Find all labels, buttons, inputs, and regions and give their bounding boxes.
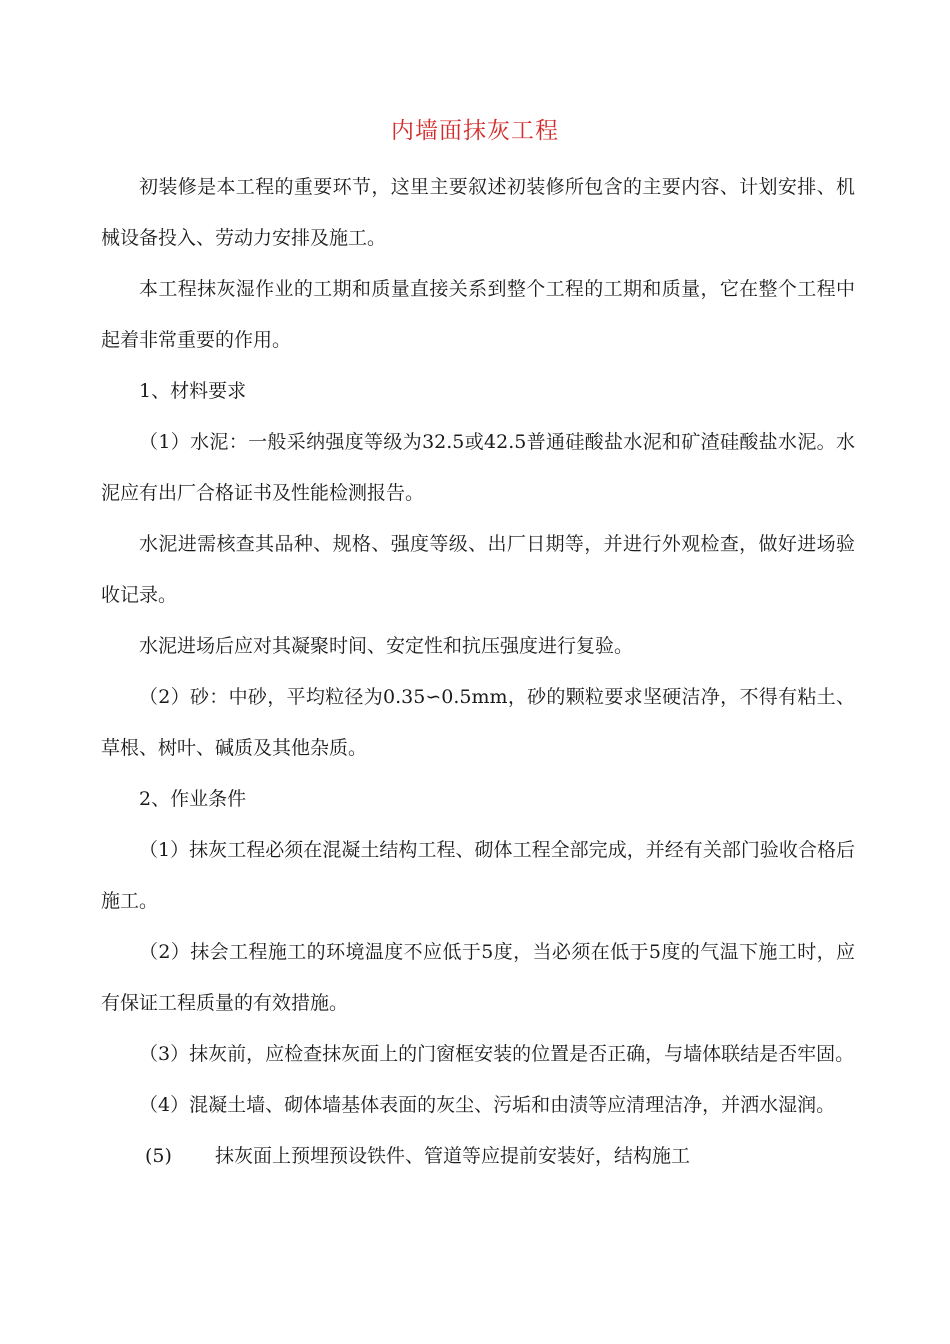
paragraph: （4）混凝土墙、砌体墙基体表面的灰尘、污垢和由渍等应清理洁净，并洒水湿润。: [139, 1094, 836, 1116]
list-item-number: (5): [145, 1145, 172, 1167]
document-body: [101, 162, 855, 1182]
paragraph: 初装修是本工程的重要环节，这里主要叙述初装修所包含的主要内容、计划安排、机械设备投入、劳动力安排及施工。: [101, 176, 855, 249]
document-title: 内墙面抹灰工程: [391, 118, 559, 144]
paragraph: （3）抹灰前，应检查抹灰面上的门窗框安装的位置是否正确，与墙体联结是否牢固。: [139, 1043, 855, 1065]
paragraph: 水泥进场后应对其凝聚时间、安定性和抗压强度进行复验。: [139, 635, 634, 657]
paragraph: （2）砂：中砂，平均粒径为0.35∽0.5mm，砂的颗粒要求坚硬洁净，不得有粘土、草根、树叶、碱质及其他杂质。: [101, 686, 855, 759]
list-item: [101, 1131, 855, 1182]
paragraph: 水泥进需核查其品种、规格、强度等级、出厂日期等，并进行外观检查，做好进场验收记录。: [101, 533, 855, 606]
paragraph: （1）抹灰工程必须在混凝土结构工程、砌体工程全部完成，并经有关部门验收合格后施工。: [101, 839, 855, 912]
list-item-text: 抹灰面上预埋预设铁件、管道等应提前安装好，结构施工: [215, 1145, 691, 1167]
paragraph: 本工程抹灰湿作业的工期和质量直接关系到整个工程的工期和质量，它在整个工程中起着非常重要的作用。: [101, 278, 855, 351]
paragraph: （1）水泥：一般采纳强度等级为32.5或42.5普通硅酸盐水泥和矿渣硅酸盐水泥。水泥应有出厂合格证书及性能检测报告。: [101, 431, 855, 504]
paragraph: （2）抹会工程施工的环境温度不应低于5度，当必须在低于5度的气温下施工时，应有保证工程质量的有效措施。: [101, 941, 855, 1014]
section-heading: 1、材料要求: [139, 380, 247, 402]
section-heading: 2、作业条件: [139, 788, 247, 810]
